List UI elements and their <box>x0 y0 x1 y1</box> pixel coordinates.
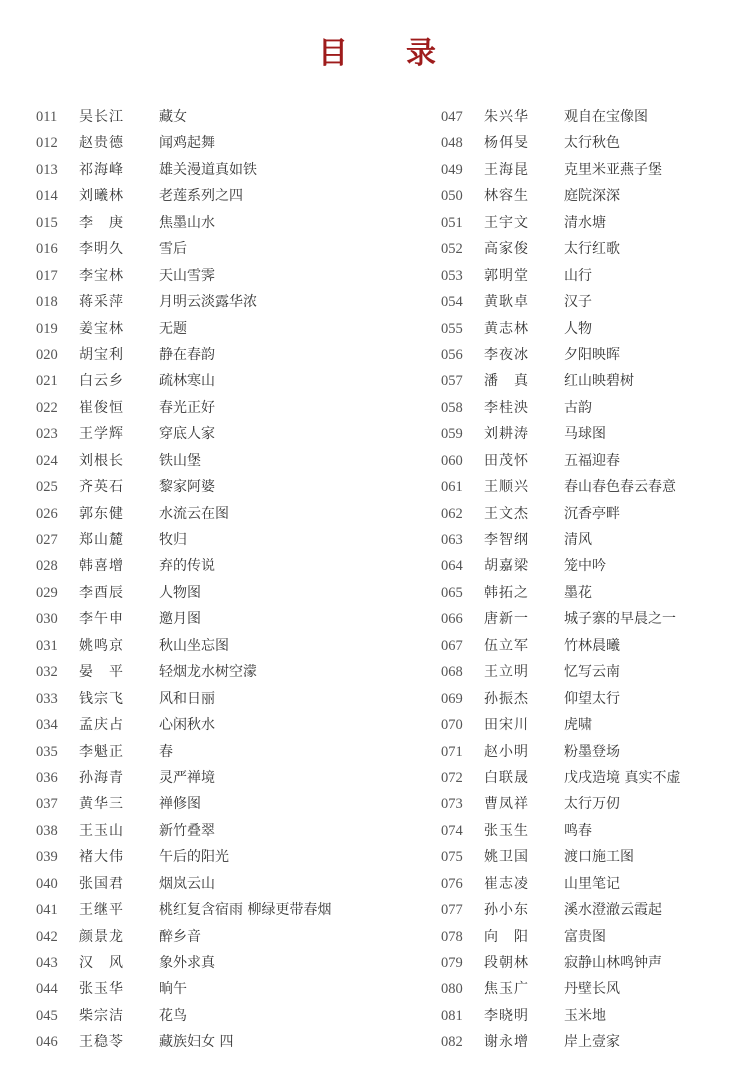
entry-number: 030 <box>36 611 58 628</box>
artist-name: 王文杰 <box>484 505 529 522</box>
entry-number: 044 <box>36 981 58 998</box>
page-title <box>0 28 756 72</box>
toc-entry <box>441 739 680 765</box>
artist-name: 崔俊恒 <box>79 399 124 416</box>
artist-name: 赵贵德 <box>79 135 124 152</box>
entry-number: 031 <box>36 637 58 654</box>
artwork-title: 醉乡音 <box>159 928 201 945</box>
entry-number: 074 <box>441 822 463 839</box>
entry-number: 040 <box>36 875 58 892</box>
artwork-title: 老莲系列之四 <box>159 188 243 205</box>
entry-number: 062 <box>441 505 463 522</box>
artist-name: 黄耿卓 <box>484 294 529 311</box>
toc-entry <box>36 633 331 659</box>
toc-entry <box>36 844 331 870</box>
entry-number: 039 <box>36 849 58 866</box>
entry-number: 013 <box>36 161 58 178</box>
artwork-title: 太行秋色 <box>564 135 620 152</box>
artwork-title: 红山映碧树 <box>564 373 634 390</box>
artwork-title: 新竹叠翠 <box>159 822 215 839</box>
toc-entry <box>441 421 680 447</box>
toc-entry <box>441 633 680 659</box>
artist-name: 孙海青 <box>79 769 124 786</box>
artwork-title: 仰望太行 <box>564 690 620 707</box>
artwork-title: 春山春色春云春意 <box>564 479 676 496</box>
toc-entry <box>36 791 331 817</box>
entry-number: 014 <box>36 188 58 205</box>
artist-name: 白联晟 <box>484 769 529 786</box>
toc-entry <box>441 263 680 289</box>
entry-number: 063 <box>441 532 463 548</box>
artist-name: 李酉辰 <box>79 584 124 601</box>
artwork-title: 铁山堡 <box>159 452 201 469</box>
entry-number: 036 <box>36 769 58 786</box>
toc-entry <box>36 553 331 579</box>
toc-entry <box>36 368 331 394</box>
artist-name: 赵小明 <box>484 743 529 760</box>
artwork-title: 轻烟龙水树空濛 <box>159 664 257 681</box>
toc-entry <box>441 395 680 421</box>
artwork-title: 藏女 <box>159 109 187 125</box>
artwork-title: 桃红复含宿雨 柳绿更带春烟 <box>159 902 332 919</box>
artwork-title: 牧归 <box>159 532 187 548</box>
toc-entry <box>441 527 680 553</box>
artwork-title: 山行 <box>564 267 592 284</box>
artwork-title: 闻鸡起舞 <box>159 135 215 152</box>
artist-name: 杨佴旻 <box>484 135 529 152</box>
artwork-title: 渡口施工图 <box>564 849 634 866</box>
entry-number: 043 <box>36 955 58 971</box>
entry-number: 057 <box>441 373 463 390</box>
toc-entry <box>36 236 331 262</box>
toc-entry <box>441 316 680 342</box>
artwork-title: 玉米地 <box>564 1007 606 1024</box>
entry-number: 012 <box>36 135 58 152</box>
artwork-title: 水流云在图 <box>159 505 229 522</box>
artist-name: 汉 风 <box>79 955 124 971</box>
artist-name: 孙小东 <box>484 902 529 919</box>
artwork-title: 溪水澄澈云霞起 <box>564 902 662 919</box>
artist-name: 向 阳 <box>484 928 529 945</box>
artist-name: 韩喜增 <box>79 558 124 575</box>
toc-entry <box>36 765 331 791</box>
toc-entry <box>36 474 331 500</box>
artist-name: 孙振杰 <box>484 690 529 707</box>
toc-entry <box>441 368 680 394</box>
toc-entry <box>36 1003 331 1029</box>
toc-entry <box>441 210 680 236</box>
entry-number: 011 <box>36 109 58 125</box>
artist-name: 张国君 <box>79 875 124 892</box>
artwork-title: 丹壁长风 <box>564 981 620 998</box>
toc-entry <box>36 818 331 844</box>
entry-number: 073 <box>441 796 463 813</box>
title-char-2: 录 <box>406 36 438 71</box>
toc-entry <box>36 448 331 474</box>
artist-name: 李魁正 <box>79 743 124 760</box>
artwork-title: 笼中吟 <box>564 558 606 575</box>
artwork-title: 黎家阿婆 <box>159 479 215 496</box>
entry-number: 080 <box>441 981 463 998</box>
entry-number: 025 <box>36 479 58 496</box>
entry-number: 028 <box>36 558 58 575</box>
artwork-title: 灵严禅境 <box>159 769 215 786</box>
artist-name: 黄华三 <box>79 796 124 813</box>
toc-entry <box>441 501 680 527</box>
toc-entry <box>36 686 331 712</box>
artist-name: 刘根长 <box>79 452 124 469</box>
artist-name: 刘曦林 <box>79 188 124 205</box>
toc-entry <box>36 527 331 553</box>
artist-name: 王顺兴 <box>484 479 529 496</box>
toc-entry <box>36 924 331 950</box>
artist-name: 晏 平 <box>79 664 124 681</box>
entry-number: 058 <box>441 399 463 416</box>
toc-entry <box>441 818 680 844</box>
artist-name: 韩拓之 <box>484 584 529 601</box>
artwork-title: 沉香亭畔 <box>564 505 620 522</box>
artist-name: 王玉山 <box>79 822 124 839</box>
toc-entry <box>36 342 331 368</box>
entry-number: 056 <box>441 346 463 363</box>
toc-entry <box>36 580 331 606</box>
artwork-title: 古韵 <box>564 399 592 416</box>
entry-number: 071 <box>441 743 463 760</box>
artist-name: 张玉生 <box>484 822 529 839</box>
entry-number: 064 <box>441 558 463 575</box>
toc-entry <box>441 950 680 976</box>
artist-name: 田宋川 <box>484 717 529 734</box>
artwork-title: 五福迎春 <box>564 452 620 469</box>
artist-name: 李午申 <box>79 611 124 628</box>
entry-number: 026 <box>36 505 58 522</box>
artist-name: 王学辉 <box>79 426 124 443</box>
artwork-title: 邀月图 <box>159 611 201 628</box>
artist-name: 唐新一 <box>484 611 529 628</box>
artwork-title: 人物 <box>564 320 592 337</box>
toc-entry <box>441 236 680 262</box>
artist-name: 李智纲 <box>484 532 529 548</box>
entry-number: 054 <box>441 294 463 311</box>
artist-name: 颜景龙 <box>79 928 124 945</box>
entry-number: 069 <box>441 690 463 707</box>
toc-entry <box>36 210 331 236</box>
toc-entry <box>441 474 680 500</box>
toc-column-right <box>441 104 680 1056</box>
toc-entry <box>441 791 680 817</box>
artist-name: 齐英石 <box>79 479 124 496</box>
toc-entry <box>441 606 680 632</box>
entry-number: 060 <box>441 452 463 469</box>
entry-number: 079 <box>441 955 463 971</box>
artwork-title: 马球图 <box>564 426 606 443</box>
artist-name: 白云乡 <box>79 373 124 390</box>
artist-name: 蒋采萍 <box>79 294 124 311</box>
artist-name: 褚大伟 <box>79 849 124 866</box>
toc-entry <box>36 659 331 685</box>
artist-name: 朱兴华 <box>484 109 529 125</box>
artwork-title: 墨花 <box>564 584 592 601</box>
artist-name: 曹凤祥 <box>484 796 529 813</box>
entry-number: 072 <box>441 769 463 786</box>
artwork-title: 清水塘 <box>564 214 606 231</box>
artwork-title: 弃的传说 <box>159 558 215 575</box>
entry-number: 065 <box>441 584 463 601</box>
entry-number: 020 <box>36 346 58 363</box>
artwork-title: 人物图 <box>159 584 201 601</box>
artwork-title: 虎啸 <box>564 717 592 734</box>
artist-name: 郭东健 <box>79 505 124 522</box>
artist-name: 刘耕涛 <box>484 426 529 443</box>
toc-entry <box>441 580 680 606</box>
entry-number: 027 <box>36 532 58 548</box>
entry-number: 068 <box>441 664 463 681</box>
artist-name: 焦玉广 <box>484 981 529 998</box>
artwork-title: 粉墨登场 <box>564 743 620 760</box>
entry-number: 078 <box>441 928 463 945</box>
entry-number: 016 <box>36 241 58 258</box>
artwork-title: 山里笔记 <box>564 875 620 892</box>
entry-number: 021 <box>36 373 58 390</box>
entry-number: 023 <box>36 426 58 443</box>
artist-name: 钱宗飞 <box>79 690 124 707</box>
artwork-title: 静在春韵 <box>159 346 215 363</box>
artwork-title: 清风 <box>564 532 592 548</box>
artist-name: 姜宝林 <box>79 320 124 337</box>
toc-entry <box>441 342 680 368</box>
entry-number: 066 <box>441 611 463 628</box>
artist-name: 伍立军 <box>484 637 529 654</box>
toc-entry <box>441 897 680 923</box>
artist-name: 孟庆占 <box>79 717 124 734</box>
toc-entry <box>441 553 680 579</box>
entry-number: 075 <box>441 849 463 866</box>
toc-entry <box>36 976 331 1002</box>
artwork-title: 富贵图 <box>564 928 606 945</box>
artwork-title: 穿底人家 <box>159 426 215 443</box>
artwork-title: 春 <box>159 743 173 760</box>
artwork-title: 忆写云南 <box>564 664 620 681</box>
toc-entry <box>441 104 680 130</box>
artist-name: 胡嘉梁 <box>484 558 529 575</box>
artwork-title: 秋山坐忘图 <box>159 637 229 654</box>
entry-number: 017 <box>36 267 58 284</box>
artwork-title: 雄关漫道真如铁 <box>159 161 257 178</box>
artwork-title: 汉子 <box>564 294 592 311</box>
toc-entry <box>36 316 331 342</box>
entry-number: 052 <box>441 241 463 258</box>
entry-number: 050 <box>441 188 463 205</box>
toc-entry <box>441 1029 680 1055</box>
artwork-title: 心闲秋水 <box>159 717 215 734</box>
artist-name: 李 庚 <box>79 214 124 231</box>
artwork-title: 禅修图 <box>159 796 201 813</box>
artwork-title: 克里米亚燕子堡 <box>564 161 662 178</box>
artwork-title: 象外求真 <box>159 955 215 971</box>
artwork-title: 太行万仞 <box>564 796 620 813</box>
artwork-title: 寂静山林鸣钟声 <box>564 955 662 971</box>
entry-number: 061 <box>441 479 463 496</box>
artwork-title: 风和日丽 <box>159 690 215 707</box>
artwork-title: 太行红歌 <box>564 241 620 258</box>
toc-entry <box>441 976 680 1002</box>
toc-entry <box>36 871 331 897</box>
artwork-title: 雪后 <box>159 241 187 258</box>
entry-number: 015 <box>36 214 58 231</box>
entry-number: 070 <box>441 717 463 734</box>
entry-number: 053 <box>441 267 463 284</box>
toc-entry <box>441 686 680 712</box>
artwork-title: 疏林寒山 <box>159 373 215 390</box>
artist-name: 郑山麓 <box>79 532 124 548</box>
entry-number: 059 <box>441 426 463 443</box>
entry-number: 046 <box>36 1034 58 1051</box>
toc-column-left <box>36 104 331 1056</box>
artwork-title: 观自在宝像图 <box>564 109 648 125</box>
artist-name: 李明久 <box>79 241 124 258</box>
entry-number: 047 <box>441 109 463 125</box>
entry-number: 022 <box>36 399 58 416</box>
artist-name: 王海昆 <box>484 161 529 178</box>
artist-name: 张玉华 <box>79 981 124 998</box>
entry-number: 049 <box>441 161 463 178</box>
toc-entry <box>441 289 680 315</box>
entry-number: 035 <box>36 743 58 760</box>
artwork-title: 晌午 <box>159 981 187 998</box>
artwork-title: 戊戌造境 真实不虚 <box>564 769 681 786</box>
toc-entry <box>36 897 331 923</box>
artist-name: 王立明 <box>484 664 529 681</box>
artwork-title: 无题 <box>159 320 187 337</box>
entry-number: 045 <box>36 1007 58 1024</box>
entry-number: 034 <box>36 717 58 734</box>
toc-entry <box>441 448 680 474</box>
artwork-title: 夕阳映晖 <box>564 346 620 363</box>
entry-number: 032 <box>36 664 58 681</box>
toc-entry <box>36 421 331 447</box>
artwork-title: 焦墨山水 <box>159 214 215 231</box>
artwork-title: 春光正好 <box>159 399 215 416</box>
toc-entry <box>36 395 331 421</box>
artist-name: 潘 真 <box>484 373 529 390</box>
artist-name: 李晓明 <box>484 1007 529 1024</box>
artist-name: 姚卫国 <box>484 849 529 866</box>
entry-number: 081 <box>441 1007 463 1024</box>
artist-name: 田茂怀 <box>484 452 529 469</box>
artist-name: 姚鸣京 <box>79 637 124 654</box>
artwork-title: 城子寨的早晨之一 <box>564 611 676 628</box>
toc-entry <box>36 950 331 976</box>
entry-number: 041 <box>36 902 58 919</box>
artwork-title: 烟岚云山 <box>159 875 215 892</box>
entry-number: 082 <box>441 1034 463 1051</box>
artist-name: 高家俊 <box>484 241 529 258</box>
toc-entry <box>36 289 331 315</box>
entry-number: 077 <box>441 902 463 919</box>
artist-name: 王继平 <box>79 902 124 919</box>
artist-name: 林容生 <box>484 188 529 205</box>
artwork-title: 竹林晨曦 <box>564 637 620 654</box>
entry-number: 055 <box>441 320 463 337</box>
artist-name: 谢永增 <box>484 1034 529 1051</box>
entry-number: 018 <box>36 294 58 311</box>
entry-number: 048 <box>441 135 463 152</box>
toc-entry <box>36 263 331 289</box>
entry-number: 042 <box>36 928 58 945</box>
toc-entry <box>441 659 680 685</box>
entry-number: 033 <box>36 690 58 707</box>
toc-entry <box>36 130 331 156</box>
toc-entry <box>441 844 680 870</box>
toc-entry <box>36 157 331 183</box>
artist-name: 李桂泱 <box>484 399 529 416</box>
entry-number: 076 <box>441 875 463 892</box>
artwork-title: 鸣春 <box>564 822 592 839</box>
toc-entry <box>441 183 680 209</box>
artist-name: 胡宝利 <box>79 346 124 363</box>
artwork-title: 天山雪霁 <box>159 267 215 284</box>
artist-name: 李夜冰 <box>484 346 529 363</box>
toc-entry <box>36 104 331 130</box>
toc-entry <box>36 712 331 738</box>
toc-entry <box>36 739 331 765</box>
entry-number: 029 <box>36 584 58 601</box>
artist-name: 吴长江 <box>79 109 124 125</box>
toc-entry <box>441 130 680 156</box>
artist-name: 王宇文 <box>484 214 529 231</box>
toc-entry <box>441 157 680 183</box>
artwork-title: 花鸟 <box>159 1007 187 1024</box>
entry-number: 051 <box>441 214 463 231</box>
toc-entry <box>441 712 680 738</box>
artist-name: 黄志林 <box>484 320 529 337</box>
toc-entry <box>441 924 680 950</box>
artist-name: 李宝林 <box>79 267 124 284</box>
artist-name: 柴宗洁 <box>79 1007 124 1024</box>
artwork-title: 庭院深深 <box>564 188 620 205</box>
artwork-title: 月明云淡露华浓 <box>159 294 257 311</box>
artwork-title: 午后的阳光 <box>159 849 229 866</box>
artist-name: 王稳苓 <box>79 1034 124 1051</box>
artist-name: 段朝林 <box>484 955 529 971</box>
toc-entry <box>441 1003 680 1029</box>
entry-number: 038 <box>36 822 58 839</box>
title-char-1: 目 <box>318 36 350 71</box>
entry-number: 019 <box>36 320 58 337</box>
toc-entry <box>36 501 331 527</box>
toc-entry <box>36 606 331 632</box>
entry-number: 037 <box>36 796 58 813</box>
artist-name: 崔志凌 <box>484 875 529 892</box>
artwork-title: 藏族妇女 四 <box>159 1034 234 1051</box>
artist-name: 祁海峰 <box>79 161 124 178</box>
artist-name: 郭明堂 <box>484 267 529 284</box>
entry-number: 024 <box>36 452 58 469</box>
toc-entry <box>441 871 680 897</box>
entry-number: 067 <box>441 637 463 654</box>
artwork-title: 岸上壹家 <box>564 1034 620 1051</box>
toc-entry <box>441 765 680 791</box>
toc-entry <box>36 1029 331 1055</box>
toc-entry <box>36 183 331 209</box>
